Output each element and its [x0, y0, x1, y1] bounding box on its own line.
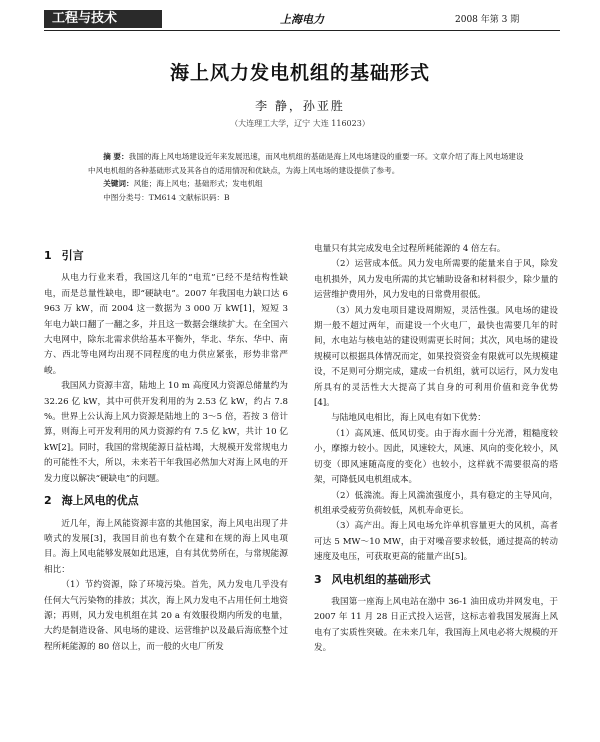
section-heading: 1 引言 — [44, 249, 84, 262]
abstract-text — [88, 150, 530, 177]
paragraph: 我国风力资源丰富，陆地上 10 m 高度风力资源总储量约为 32.26 亿 kW，其中可供开发利用的为 2.53 亿 kW，约占 7.8 %。世界上公认海上风力资源是陆地上的 3～5 倍，若按 3 倍计算，则海上可开发利用的风力资源约有 7.5 亿 kW，共计 10 亿 kW[2]。同时，我国的常规能源日益枯竭，大规模开发常规电力的可能性不大，所以，未来若干年我国必然加大对海上风电的开发力度以解决“硬缺电”的问题。 — [44, 381, 288, 484]
journal-name: 上海电力 — [280, 13, 324, 26]
paragraph: 与陆地风电相比，海上风电有如下优势： — [331, 413, 486, 424]
paragraph: （1）节约资源，除了环境污染。首先，风力发电几乎没有任何大气污染物的排放；其次，海上风力发电不占用任何土地资源；再则，风力发电机组在其 20 a 有效服役期内所发的电量，大约是制造设备、风电场的建设、运营维护以及最后海底整个过程所耗能源的 80 倍以上，而一般的火电厂所发 — [44, 580, 288, 652]
left-column — [44, 242, 288, 655]
section-heading: 3 风电机组的基础形式 — [314, 572, 431, 586]
paragraph: （3）风力发电项目建设周期短，灵活性强。风电场的建设期一般不超过两年，而建设一个火电厂，最快也需要几年的时间，水电站与核电站的建设则需更长时间；其次，风电场的建设规模可以根据具体情况而定，如果投资资金有限就可以先规模建设，不足则可分期完成，建成一台机组，就可以运行，风力发电所具有的灵活性大大提高了其自身的可利用价值和竞争优势[4]。 — [314, 305, 558, 409]
section-heading: 2 海上风电的优点 — [44, 494, 139, 508]
paragraph: 从电力行业来看，我国这几年的“电荒”已经不是结构性缺电，而是总量性缺电，即“硬缺电”。2007 年我国电力缺口达 6 963 万 kW，而 2004 这一数据为 3 000 万 kW[1]，短短 3 年电力缺口翻了一翻之多，并且这一数据会继续扩大。在全国六大电网中，除东北需求供给基本平衡外，华北、华东、华中、南方、西北等电网均出现不同程度的电力供应紧张，形势非常严峻。 — [44, 273, 288, 376]
abstract-body: 我国的海上风电场建设近年来发展迅速，而风电机组的基础是海上风电场建设的重要一环。文章介绍了海上风电场建设中风电机组的各种基础形式及其各自的适用情况和优缺点，为海上风电场的建设提供了参考。 — [88, 152, 524, 175]
affiliation: （大连理工大学，辽宁 大连 116023） — [230, 119, 370, 128]
paragraph: 电量只有其完成发电全过程所耗能源的 4 倍左右。 — [314, 244, 506, 254]
right-column — [314, 242, 558, 657]
paragraph: （1）高风速、低风切变。由于海水面十分光滑，粗糙度较小，摩擦力较小。因此，风速较大，风速、风向的变化较小，风切变（即风速随高度的变化）也较小，这样就不需要很高的塔架，可降低风电机组成本。 — [314, 428, 558, 486]
issue-info: 2008 年第 3 期 — [455, 15, 520, 25]
header-rule — [44, 30, 560, 31]
paragraph: （2）低湍流。海上风湍流强度小，具有稳定的主导风向，机组承受疲劳负荷较低，风机寿命更长。 — [314, 490, 558, 516]
page-header — [0, 0, 600, 36]
keywords: 风能；海上风电；基础形式；发电机组 — [133, 179, 263, 188]
paragraph: 我国第一座海上风电站在渤中 36-1 油田成功并网发电，于 2007 年 11 月 28 日正式投入运营，这标志着我国发展海上风电有了实质性突破。在未来几年，我国海上风电必将大规模的开发。 — [314, 596, 558, 654]
abstract-label: 摘 要： — [103, 152, 129, 161]
authors: 李 静，孙亚胜 — [255, 99, 345, 113]
paragraph: 近几年，海上风能资源丰富的其他国家，海上风电出现了井喷式的发展[3]，我国目前也有数个在建和在规的海上风电项目。海上风电能够发展如此迅速，自有其优势所在，与常规能源相比： — [44, 518, 288, 575]
keywords-line — [88, 177, 530, 191]
classification-line: 中图分类号：TM614 文献标识码：B — [103, 192, 230, 202]
paper-title: 海上风力发电机组的基础形式 — [169, 62, 430, 84]
section-label: 工程与技术 — [44, 10, 162, 28]
paragraph: （2）运营成本低。风力发电所需要的能量来自于风，除发电机损外，风力发电所需的其它辅助设备和材料很少，除少量的运营维护费用外，风力发电的日常费用很低。 — [314, 259, 558, 301]
paragraph: （3）高产出。海上风电场允许单机容量更大的风机，高者可达 5 MW～10 MW，由于对噪音要求较低，通过提高的转动速度及电压，可获取更高的能量产出[5]。 — [314, 521, 558, 563]
keywords-label: 关键词： — [103, 179, 134, 188]
abstract-block — [88, 150, 530, 204]
